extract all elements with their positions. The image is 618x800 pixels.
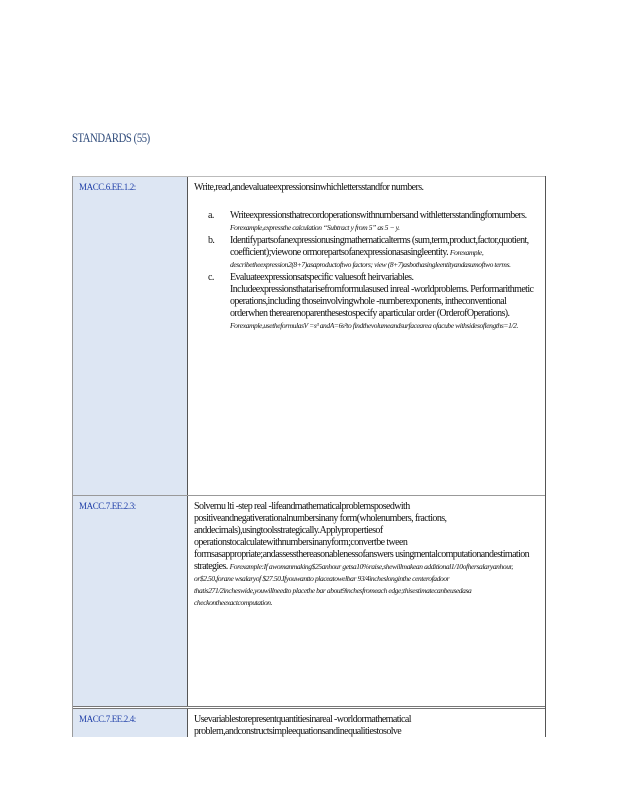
list-item-text: Writeexpressionsthatrecordoperationswithnumbersand withlettersstandingfornumbers. — [230, 210, 527, 221]
list-item-example: Forexample,usetheformulasV =s³ andA=6s²to findthevolumeandsurfacearea ofacube withsidesoflengths=1/2. — [230, 321, 518, 330]
standard-code-cell — [73, 177, 188, 495]
standard-text: Solvemu lti -step real -lifeandmathematicalproblemsposedwith positiveandnegativerationalnumbersinany form(wholenumbers, fractions, anddecimals),usingtoolsstrategically.Applypropertiesof operationstocalculatewithnumbersinanyform;convertbe tween formsasappropriate;andassessthereasonablenessofanswers usingmentalcomputationandestimation strategies. — [194, 501, 530, 572]
list-item-example: Forexample,expressthe calculation “Subtract y from 5” as 5 − y. — [230, 223, 400, 232]
standard-code-link[interactable]: MACC.7.EE.2.3: — [79, 501, 136, 511]
page-heading: STANDARDS (55) — [72, 130, 150, 145]
standard-code-link[interactable]: MACC.7.EE.2.4: — [79, 714, 136, 724]
list-item-text: Identifypartsofanexpressionusingmathematicalterms (sum,term,product,factor,quotient, coefficient);viewone ormorepartsofanexpressionasasingleentity. — [230, 235, 529, 258]
standard-description — [188, 177, 545, 495]
list-item — [208, 272, 539, 332]
list-item — [208, 210, 539, 234]
list-item — [208, 235, 539, 271]
sub-standard-list — [208, 210, 539, 332]
list-item-example: Forexample, describetheexpression2(8+7)asaproductoftwo factors; view (8+7)asbothasingleentityandasumoftwo terms. — [230, 248, 511, 269]
standard-text: Usevariablestorepresentquantitiesinareal -worldormathematical problem,andconstructsimpleequationsandinequalitiestosolve — [194, 714, 411, 737]
list-marker: b. — [208, 235, 215, 246]
standard-example: Forexample:If awomanmaking$25anhour getsa10%raise,shewillmakean additional1/10ofhersalaryanhour, or$2.50,forane wsalaryof $27.50.Ifyouwantto placeatowelbar 93/4incheslonginthe centerofadoor thatis271/2incheswide,youwillneedto placethe bar about9inchesfromeach edge;thisestimatecanbeusedasa checkontheexactcomputation. — [194, 562, 513, 607]
list-marker: a. — [208, 210, 214, 221]
standard-description — [188, 496, 545, 706]
standard-code-cell — [73, 496, 188, 706]
standard-row — [73, 706, 545, 737]
standard-code-link[interactable]: MACC.6.EE.1.2: — [79, 182, 136, 192]
standard-description — [188, 709, 545, 737]
standard-intro: Write,read,andevaluateexpressionsinwhichlettersstandfor numbers. — [194, 182, 424, 193]
standard-code-cell — [73, 709, 188, 737]
list-item-text: Evaluateexpressionsatspecific valuesoft heirvariables. Includeexpressionsthatarisefromformulasused inreal -worldproblems. Performarithmetic operations,including thoseinvolvingwhole -numberexponents, intheconventional orderwhen therearenoparenthesestospecify aparticular order (OrderofOperations). — [230, 272, 534, 319]
standard-row — [73, 495, 545, 706]
standard-row — [73, 176, 545, 495]
list-marker: c. — [208, 272, 214, 283]
standards-table — [72, 176, 546, 737]
